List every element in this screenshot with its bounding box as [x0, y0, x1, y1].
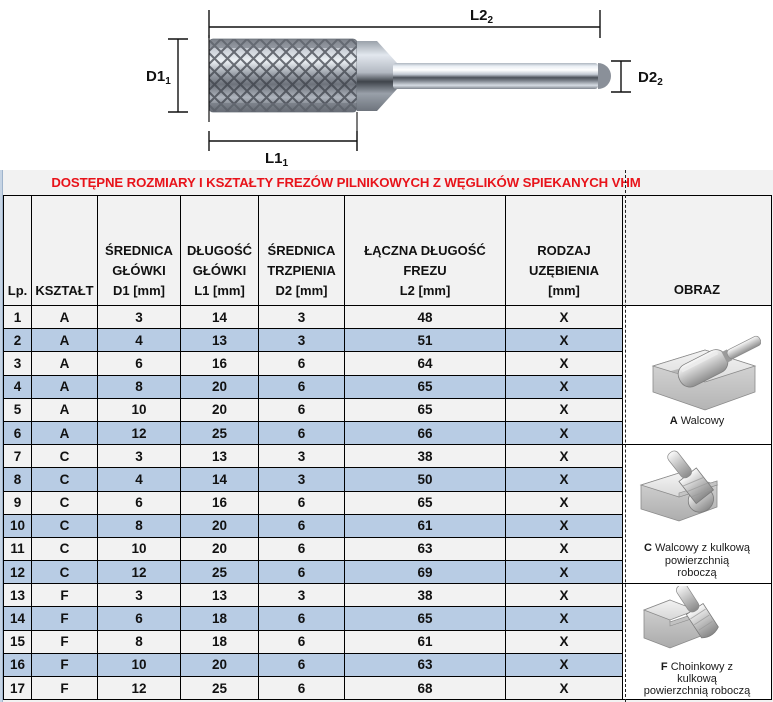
cell-l2: 65 — [345, 398, 506, 421]
shape-image-cell-C — [623, 445, 772, 584]
dimension-l2-label: $L2_2$ — [470, 7, 494, 26]
cell-d2: 6 — [259, 630, 345, 653]
cell-d1: 6 — [98, 352, 181, 375]
col-header-obraz: OBRAZ — [623, 196, 772, 306]
dimension-l1-label: $L1_1$ — [265, 150, 289, 169]
shape-illustration-A — [623, 322, 771, 427]
table-row[interactable] — [4, 445, 772, 468]
cell-rodzaj-uzebienia: X — [506, 584, 623, 607]
dimension-d2 — [611, 61, 631, 92]
cell-rodzaj-uzebienia: X — [506, 653, 623, 676]
cell-l1: 16 — [181, 352, 259, 375]
shape-illustration-F — [623, 586, 771, 698]
cell-rodzaj-uzebienia: X — [506, 398, 623, 421]
cell-d1: 8 — [98, 630, 181, 653]
cell-lp: 11 — [4, 537, 32, 560]
cell-ksztalt: A — [32, 329, 98, 352]
cell-d1: 6 — [98, 491, 181, 514]
col-header-ksztalt: KSZTAŁT — [32, 196, 98, 306]
cell-lp: 1 — [4, 306, 32, 329]
cell-lp: 3 — [4, 352, 32, 375]
cell-l2: 38 — [345, 584, 506, 607]
cell-l1: 20 — [181, 653, 259, 676]
cell-ksztalt: C — [32, 561, 98, 584]
cell-l1: 25 — [181, 421, 259, 444]
cell-d2: 6 — [259, 561, 345, 584]
cell-l2: 50 — [345, 468, 506, 491]
shape-illustration-C — [623, 449, 771, 579]
cell-lp: 6 — [4, 421, 32, 444]
cell-l2: 64 — [345, 352, 506, 375]
cell-l2: 65 — [345, 375, 506, 398]
cell-rodzaj-uzebienia: X — [506, 677, 623, 700]
table-header — [4, 196, 772, 306]
cell-l1: 14 — [181, 306, 259, 329]
cell-ksztalt: A — [32, 306, 98, 329]
cell-l2: 61 — [345, 630, 506, 653]
cell-d1: 6 — [98, 607, 181, 630]
cell-lp: 12 — [4, 561, 32, 584]
cell-lp: 10 — [4, 514, 32, 537]
cell-d1: 8 — [98, 514, 181, 537]
cell-rodzaj-uzebienia: X — [506, 352, 623, 375]
table-row[interactable] — [4, 584, 772, 607]
burr-diagram-svg — [0, 0, 773, 170]
cell-d1: 10 — [98, 537, 181, 560]
cell-l1: 20 — [181, 514, 259, 537]
cell-rodzaj-uzebienia: X — [506, 375, 623, 398]
cell-l2: 65 — [345, 607, 506, 630]
cell-l1: 20 — [181, 375, 259, 398]
cell-d1: 4 — [98, 329, 181, 352]
cell-rodzaj-uzebienia: X — [506, 491, 623, 514]
cell-rodzaj-uzebienia: X — [506, 561, 623, 584]
cell-lp: 7 — [4, 445, 32, 468]
cell-rodzaj-uzebienia: X — [506, 468, 623, 491]
burr-shank — [393, 63, 611, 89]
cell-ksztalt: C — [32, 514, 98, 537]
shape-image-cell-A — [623, 306, 772, 445]
cell-d2: 6 — [259, 514, 345, 537]
cell-l1: 14 — [181, 468, 259, 491]
cell-l1: 20 — [181, 537, 259, 560]
cell-l2: 51 — [345, 329, 506, 352]
cell-l1: 20 — [181, 398, 259, 421]
shape-caption-C: C Walcowy z kulkową powierzchnią roboczą — [644, 542, 750, 579]
cell-d2: 3 — [259, 329, 345, 352]
cell-lp: 9 — [4, 491, 32, 514]
cell-d1: 3 — [98, 445, 181, 468]
cell-d1: 10 — [98, 398, 181, 421]
table-body — [4, 306, 772, 700]
burr-neck — [357, 41, 397, 111]
burr-head — [209, 39, 357, 112]
cell-l2: 48 — [345, 306, 506, 329]
col-header-d1: ŚREDNICA GŁÓWKI D1 [mm] — [98, 196, 181, 306]
cell-l2: 63 — [345, 653, 506, 676]
cell-ksztalt: A — [32, 352, 98, 375]
cell-d2: 3 — [259, 584, 345, 607]
cell-ksztalt: A — [32, 375, 98, 398]
cell-lp: 17 — [4, 677, 32, 700]
table-header-row — [4, 196, 772, 306]
cell-l2: 61 — [345, 514, 506, 537]
table-row[interactable] — [4, 306, 772, 329]
shape-caption-A: A Walcowy — [669, 415, 725, 428]
col-header-d2: ŚREDNICA TRZPIENIA D2 [mm] — [259, 196, 345, 306]
col-header-l2: ŁĄCZNA DŁUGOŚĆ FREZU L2 [mm] — [345, 196, 506, 306]
cell-d2: 6 — [259, 398, 345, 421]
cell-d2: 6 — [259, 352, 345, 375]
cell-rodzaj-uzebienia: X — [506, 445, 623, 468]
cell-d2: 3 — [259, 445, 345, 468]
cell-ksztalt: F — [32, 607, 98, 630]
cell-d1: 12 — [98, 421, 181, 444]
col-header-l1: DŁUGOŚĆ GŁÓWKI L1 [mm] — [181, 196, 259, 306]
cell-rodzaj-uzebienia: X — [506, 537, 623, 560]
shape-code-F: F — [660, 660, 668, 673]
cell-d2: 6 — [259, 653, 345, 676]
cell-ksztalt: C — [32, 537, 98, 560]
sheet-title-band — [3, 170, 773, 195]
cell-rodzaj-uzebienia: X — [506, 421, 623, 444]
col-header-rodzaj-uzebienia: RODZAJ UZĘBIENIA [mm] — [506, 196, 623, 306]
cell-d1: 3 — [98, 584, 181, 607]
cell-d2: 3 — [259, 468, 345, 491]
cell-rodzaj-uzebienia: X — [506, 329, 623, 352]
cell-ksztalt: C — [32, 491, 98, 514]
cell-d1: 12 — [98, 561, 181, 584]
cell-lp: 4 — [4, 375, 32, 398]
shape-image-cell-F — [623, 584, 772, 700]
cell-d2: 6 — [259, 421, 345, 444]
dimension-l1 — [209, 112, 357, 151]
burr-dimension-diagram — [0, 0, 773, 170]
tree-shaped-ball-nose-burr-icon — [636, 586, 758, 660]
cell-ksztalt: F — [32, 677, 98, 700]
cell-d2: 6 — [259, 607, 345, 630]
cell-l1: 25 — [181, 677, 259, 700]
cell-l2: 69 — [345, 561, 506, 584]
cell-l2: 68 — [345, 677, 506, 700]
col-header-lp: Lp. — [4, 196, 32, 306]
cell-rodzaj-uzebienia: X — [506, 306, 623, 329]
cell-lp: 15 — [4, 630, 32, 653]
cell-rodzaj-uzebienia: X — [506, 630, 623, 653]
cell-rodzaj-uzebienia: X — [506, 607, 623, 630]
cell-rodzaj-uzebienia: X — [506, 514, 623, 537]
dimension-d2-label: $D2_2$ — [638, 69, 663, 88]
cell-ksztalt: F — [32, 653, 98, 676]
cell-l1: 16 — [181, 491, 259, 514]
cell-d2: 6 — [259, 375, 345, 398]
dimension-l2 — [209, 10, 600, 38]
cell-l2: 38 — [345, 445, 506, 468]
cell-d1: 3 — [98, 306, 181, 329]
cell-d1: 12 — [98, 677, 181, 700]
cell-l1: 13 — [181, 445, 259, 468]
shape-code-C: C — [644, 542, 652, 555]
cylindrical-burr-icon — [633, 322, 761, 414]
cell-l2: 63 — [345, 537, 506, 560]
cell-d2: 6 — [259, 677, 345, 700]
dimension-d1-label: $D1_1$ — [146, 68, 171, 87]
sizes-table — [3, 195, 772, 700]
cell-d1: 8 — [98, 375, 181, 398]
cell-l2: 66 — [345, 421, 506, 444]
cell-ksztalt: F — [32, 630, 98, 653]
cell-lp: 8 — [4, 468, 32, 491]
cell-d1: 10 — [98, 653, 181, 676]
cell-ksztalt: C — [32, 468, 98, 491]
cell-d2: 6 — [259, 491, 345, 514]
shape-caption-F: F Choinkowy z kulkową powierzchnią roboczą — [643, 660, 751, 698]
cell-ksztalt: C — [32, 445, 98, 468]
cell-lp: 13 — [4, 584, 32, 607]
dimension-d1 — [168, 35, 209, 122]
cell-l1: 18 — [181, 630, 259, 653]
cell-ksztalt: A — [32, 421, 98, 444]
ball-nose-cylindrical-burr-icon — [633, 449, 761, 541]
spreadsheet-area — [0, 170, 773, 702]
cell-d2: 3 — [259, 306, 345, 329]
cell-lp: 16 — [4, 653, 32, 676]
cell-l2: 65 — [345, 491, 506, 514]
cell-l1: 18 — [181, 607, 259, 630]
cell-d2: 6 — [259, 537, 345, 560]
cell-lp: 2 — [4, 329, 32, 352]
cell-lp: 5 — [4, 398, 32, 421]
sheet-title: DOSTĘPNE ROZMIARY I KSZTAŁTY FREZÓW PILNIKOWYCH Z WĘGLIKÓW SPIEKANYCH VHM — [51, 175, 641, 190]
cell-d1: 4 — [98, 468, 181, 491]
cell-ksztalt: F — [32, 584, 98, 607]
cell-l1: 25 — [181, 561, 259, 584]
cell-l1: 13 — [181, 584, 259, 607]
cell-lp: 14 — [4, 607, 32, 630]
shape-code-A: A — [669, 415, 678, 428]
cell-l1: 13 — [181, 329, 259, 352]
cell-ksztalt: A — [32, 398, 98, 421]
